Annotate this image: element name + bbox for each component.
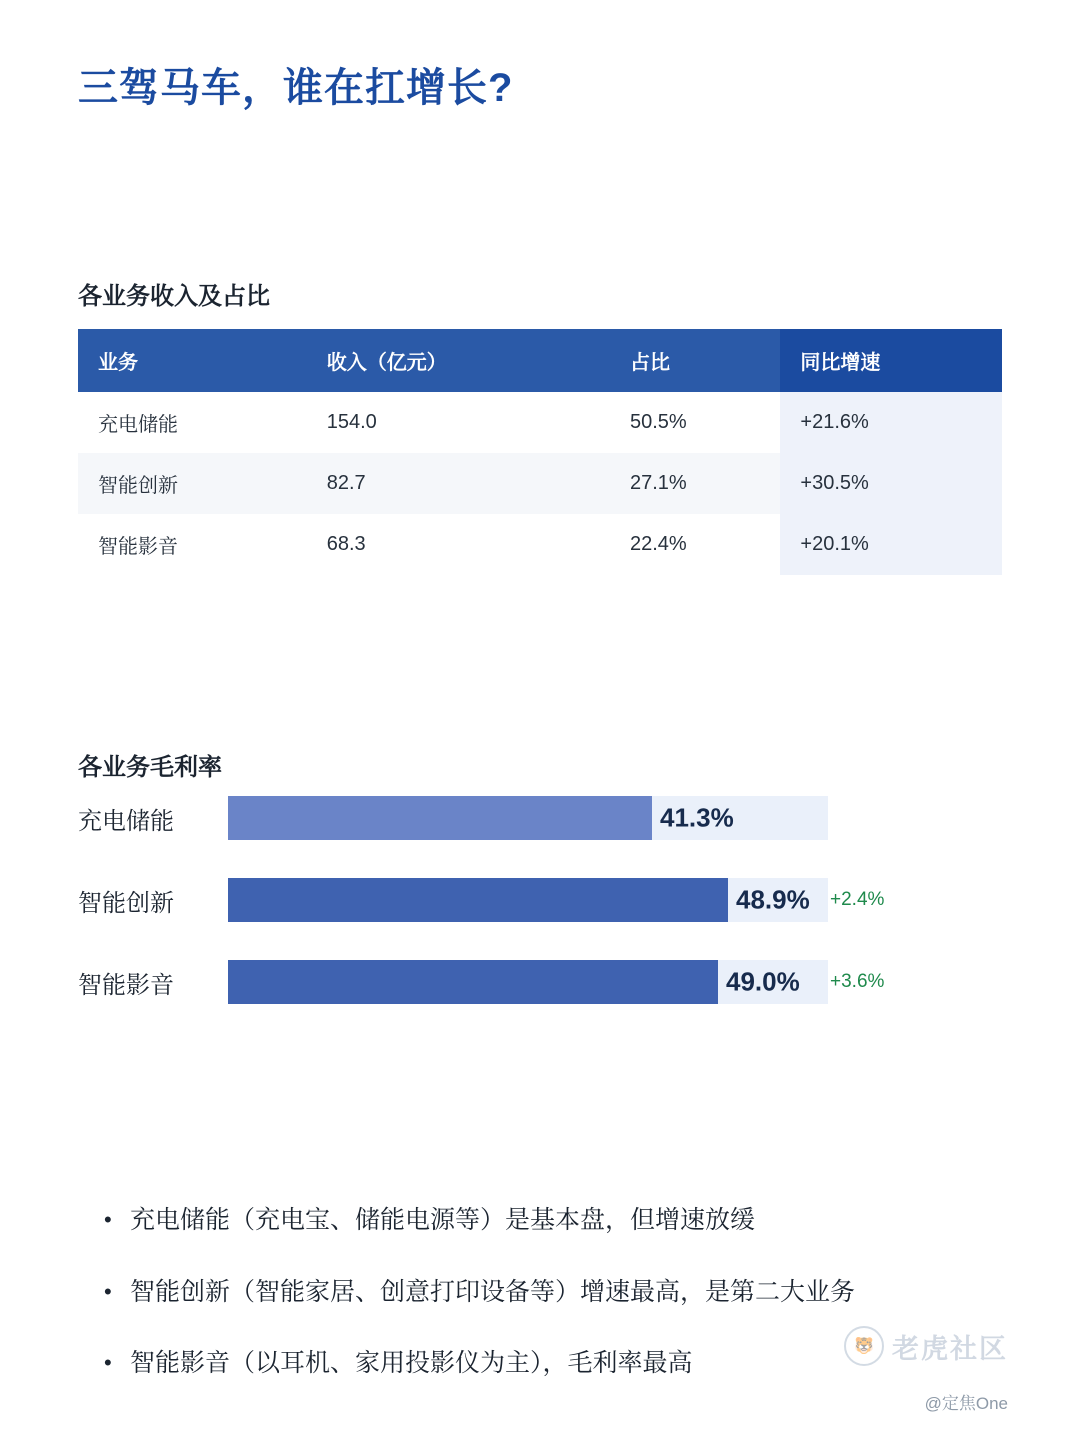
bar-label: 智能影音 — [78, 971, 174, 999]
table-col-growth: 同比增速 — [780, 329, 1002, 392]
watermark-community-text: 老虎社区 — [892, 1333, 1008, 1364]
list-item — [104, 1202, 1002, 1240]
bullet-dot-icon: • — [104, 1350, 112, 1375]
bar-value: 49.0% — [726, 966, 800, 997]
bar-label: 智能创新 — [78, 889, 174, 917]
table-col-business: 业务 — [78, 329, 307, 392]
cell-business: 充电储能 — [78, 392, 307, 453]
bullet-text: 智能影音（以耳机、家用投影仪为主），毛利率最高 — [130, 1349, 693, 1377]
cell-revenue: 68.3 — [307, 514, 610, 575]
cell-share: 50.5% — [610, 392, 780, 453]
bars-section-heading: 各业务毛利率 — [78, 754, 222, 781]
table-row — [78, 453, 1002, 514]
table-section-heading: 各业务收入及占比 — [78, 283, 270, 310]
cell-share: 27.1% — [610, 453, 780, 514]
bar-fill — [228, 796, 652, 840]
cell-revenue: 82.7 — [307, 453, 610, 514]
cell-revenue: 154.0 — [307, 392, 610, 453]
table-col-revenue: 收入（亿元） — [307, 329, 610, 392]
table-header-row — [78, 329, 1002, 392]
cell-growth: +30.5% — [780, 453, 1002, 514]
bullet-dot-icon: • — [104, 1207, 112, 1232]
watermark-author: @定焦One — [924, 1394, 1008, 1413]
bar-track — [228, 960, 828, 1004]
bar-delta: +2.4% — [830, 889, 885, 910]
table-row — [78, 514, 1002, 575]
cell-share: 22.4% — [610, 514, 780, 575]
bar-row — [78, 958, 1002, 1006]
bar-track — [228, 796, 828, 840]
table-row — [78, 392, 1002, 453]
list-item — [104, 1274, 1002, 1312]
bullet-text: 充电储能（充电宝、储能电源等）是基本盘，但增速放缓 — [130, 1206, 756, 1234]
bar-track — [228, 878, 828, 922]
cell-business: 智能创新 — [78, 453, 307, 514]
tiger-logo-icon: 🐯 — [844, 1326, 884, 1366]
bar-row — [78, 794, 1002, 842]
bar-row — [78, 876, 1002, 924]
cell-growth: +20.1% — [780, 514, 1002, 575]
table-header — [78, 329, 1002, 392]
bar-delta: +3.6% — [830, 971, 885, 992]
page-title: 三驾马车，谁在扛增长? — [78, 66, 514, 110]
bar-value: 41.3% — [660, 802, 734, 833]
bar-fill — [228, 960, 718, 1004]
watermark-community — [844, 1326, 1008, 1366]
table-col-share: 占比 — [610, 329, 780, 392]
cell-growth: +21.6% — [780, 392, 1002, 453]
bullet-text: 智能创新（智能家居、创意打印设备等）增速最高，是第二大业务 — [130, 1277, 856, 1306]
bullet-dot-icon: • — [104, 1278, 112, 1304]
cell-business: 智能影音 — [78, 514, 307, 575]
bar-fill — [228, 878, 728, 922]
table-body — [78, 392, 1002, 575]
bar-label: 充电储能 — [78, 807, 174, 835]
business-revenue-table — [78, 329, 1002, 575]
bar-value: 48.9% — [736, 884, 810, 915]
